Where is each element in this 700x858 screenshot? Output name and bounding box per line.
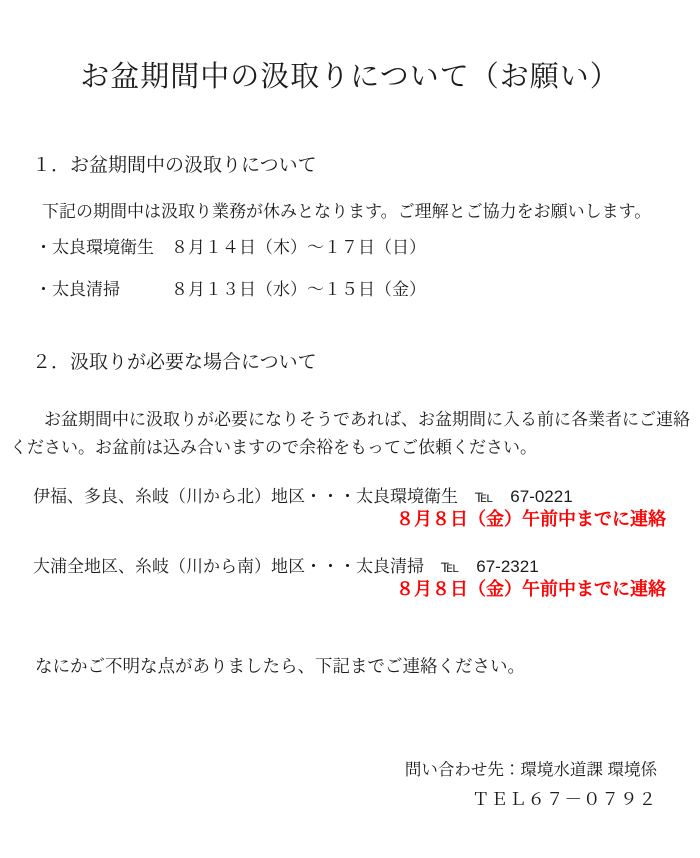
district-contact-line: 伊福、多良、糸岐（川から北）地区・・・太良環境衛生 ℡ 67-0221: [33, 487, 573, 506]
closure-period-item: ・太良清掃 ８月１３日（水）～１５日（金）: [35, 280, 426, 299]
closing-note: なにかご不明な点がありましたら、下記までご連絡ください。: [35, 656, 525, 676]
footer: [0, 756, 657, 811]
district-contact-line: 大浦全地区、糸岐（川から南）地区・・・太良清掃 ℡ 67-2321: [33, 557, 539, 576]
section1-heading: １．お盆期間中の汲取りについて: [32, 155, 317, 176]
footer-telephone: ＴＥＬ６７－０７９２: [472, 789, 657, 809]
footer-contact-department: 問い合わせ先：環境水道課 環境係: [404, 761, 657, 779]
page-title: お盆期間中の汲取りについて（お願い）: [80, 61, 620, 93]
section1-intro-text: 下記の期間中は汲取り業務が休みとなります。ご理解とご協力をお願いします。: [42, 202, 652, 221]
section2-intro-text: お盆期間中に汲取りが必要になりそうであれば、お盆期間に入る前に各業者にご連絡ください。お盆前は込み合いますので余裕をもってご依頼ください。: [10, 410, 690, 457]
section2-heading: ２．汲取りが必要な場合について: [32, 352, 317, 373]
closure-period-item: ・太良環境衛生 ８月１４日（木）～１７日（日）: [35, 238, 426, 257]
contact-deadline-notice: ８月８日（金）午前中までに連絡: [396, 579, 666, 599]
contact-deadline-notice: ８月８日（金）午前中までに連絡: [396, 509, 666, 529]
